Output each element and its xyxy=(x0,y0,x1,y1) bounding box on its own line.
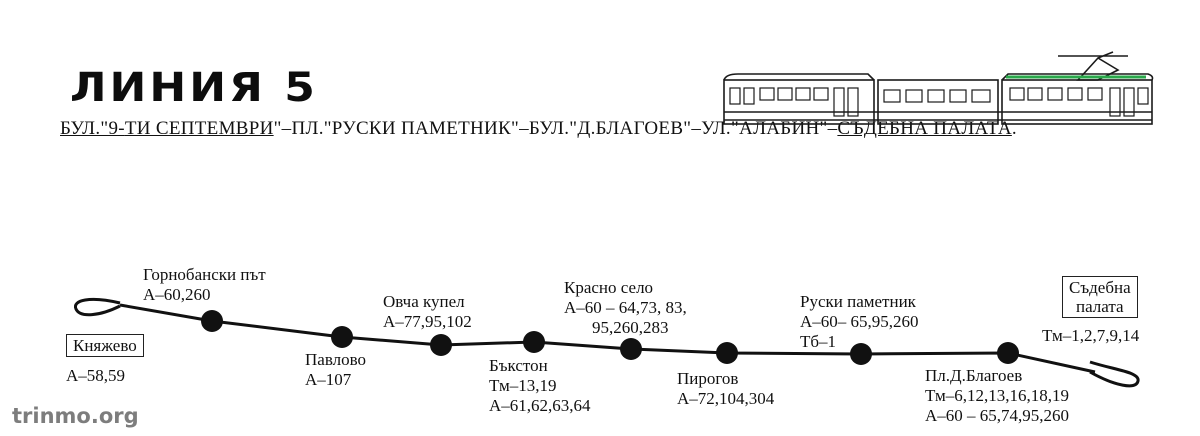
stop-name-ovcha-kupel: Овча купел xyxy=(383,292,465,311)
watermark-text: trinmo.org xyxy=(12,404,139,428)
stop-name-knyazhevo: Княжево xyxy=(73,336,137,355)
stop-label-bakston xyxy=(489,356,591,416)
stop-label-pirogov xyxy=(677,369,774,409)
terminal-loop-left xyxy=(75,299,120,314)
stop-name-sadebna-2: палата xyxy=(1076,297,1124,316)
stop-label-pl-blagoev xyxy=(925,366,1069,426)
stop-marker-bakston xyxy=(523,331,545,353)
route-part-1: БУЛ."9- xyxy=(60,118,125,139)
stop-marker-pirogov xyxy=(716,342,738,364)
stop-connections-pavlovo: А–107 xyxy=(305,370,352,389)
terminal-knyazhevo xyxy=(66,334,144,357)
stop-label-pavlovo xyxy=(305,350,366,390)
stop-connections-sadebna-palata: Тм–1,2,7,9,14 xyxy=(1042,326,1140,345)
stop-connections-pl-blagoev-1: Тм–6,12,13,16,18,19 xyxy=(925,386,1069,405)
stop-label-gornobanski xyxy=(143,265,266,305)
stop-connections-ruski-pametnik-1: А–60– 65,95,260 xyxy=(800,312,919,331)
stop-marker-ovcha-kupel xyxy=(430,334,452,356)
route-part-3: "–ПЛ."РУСКИ ПАМЕТНИК"–БУЛ."Д.БЛАГОЕВ"–УЛ."АЛАБИН"– xyxy=(273,118,838,139)
stop-marker-krasno-selo xyxy=(620,338,642,360)
stop-name-pl-blagoev: Пл.Д.Благоев xyxy=(925,366,1023,385)
stop-connections-ruski-pametnik-2: Тб–1 xyxy=(800,332,837,351)
stop-label-ruski-pametnik xyxy=(800,292,919,352)
stop-connections-bakston-1: Тм–13,19 xyxy=(489,376,557,395)
stop-name-sadebna-1: Съдебна xyxy=(1069,278,1131,297)
route-part-5: . xyxy=(1011,118,1017,139)
stop-marker-pavlovo xyxy=(331,326,353,348)
stop-connections-ovcha-kupel: А–77,95,102 xyxy=(383,312,472,331)
stop-connections-bakston-2: А–61,62,63,64 xyxy=(489,396,591,415)
terminal-loop-right xyxy=(1090,362,1138,386)
stop-connections-krasno-selo-1: А–60 – 64,73, 83, xyxy=(564,298,687,317)
line-title: ЛИНИЯ 5 xyxy=(70,64,318,111)
terminal-sadebna-palata xyxy=(1062,276,1138,318)
stop-connections-krasno-selo-2: 95,260,283 xyxy=(592,318,669,337)
stop-connections-gornobanski: А–60,260 xyxy=(143,285,211,304)
route-part-2: ТИ СЕПТЕМВРИ xyxy=(124,118,274,139)
route-part-4: СЪДЕБНА ПАЛАТА xyxy=(837,118,1012,139)
stop-label-krasno-selo xyxy=(564,278,687,338)
stop-name-pavlovo: Павлово xyxy=(305,350,367,369)
stop-connections-pl-blagoev-2: А–60 – 65,74,95,260 xyxy=(925,406,1070,425)
stop-name-gornobanski: Горнобански път xyxy=(143,265,266,284)
stop-name-ruski-pametnik: Руски паметник xyxy=(800,292,916,311)
stop-label-ovcha-kupel xyxy=(383,292,472,332)
stop-name-krasno-selo: Красно село xyxy=(564,278,654,297)
stop-name-pirogov: Пирогов xyxy=(677,369,739,388)
stop-connections-pirogov: А–72,104,304 xyxy=(677,389,775,408)
stop-name-bakston: Бъкстон xyxy=(489,356,548,375)
stop-marker-gornobanski xyxy=(201,310,223,332)
stop-connections-knyazhevo: А–58,59 xyxy=(66,366,126,385)
stop-marker-pl-blagoev xyxy=(997,342,1019,364)
